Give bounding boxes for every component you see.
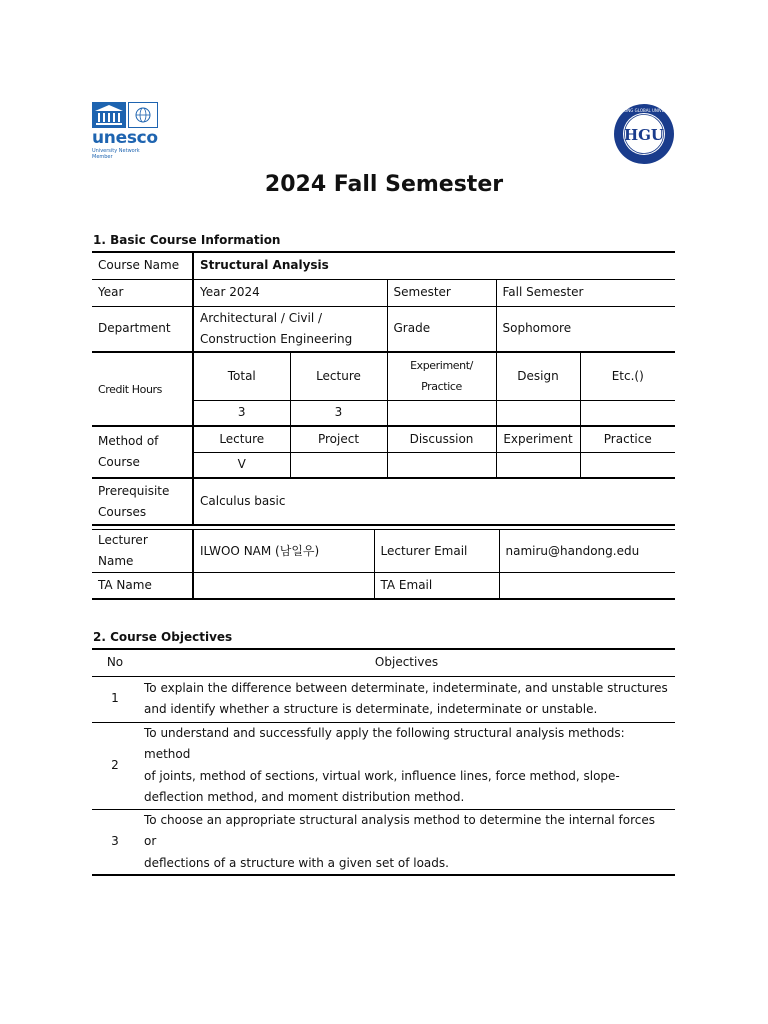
department-label: Department: [92, 306, 193, 352]
method-discussion-header: Discussion: [387, 426, 496, 452]
method-project-value: [290, 452, 387, 478]
method-practice-header: Practice: [580, 426, 675, 452]
objective-line: To choose an appropriate structural analysis method to determine the internal forces or: [144, 812, 656, 848]
col-objectives-header: Objectives: [138, 649, 675, 676]
unesco-subtitle: University Network Member: [92, 148, 140, 160]
course-name-value: Structural Analysis: [193, 252, 675, 279]
method-project-header: Project: [290, 426, 387, 452]
semester-value: Fall Semester: [496, 279, 675, 306]
semester-label: Semester: [387, 279, 496, 306]
objective-no: 1: [92, 676, 138, 722]
method-lecture-value: V: [193, 452, 290, 478]
department-row: [92, 306, 675, 352]
method-label-line1: Method of: [98, 434, 159, 448]
department-line2: Construction Engineering: [200, 331, 353, 346]
objective-line: deflections of a structure with a given set of loads.: [144, 855, 449, 870]
unesco-wordmark: unesco: [92, 128, 158, 148]
credit-design-header: Design: [496, 352, 580, 400]
lecturer-table: [92, 529, 675, 600]
ta-value: [193, 573, 374, 599]
objective-line: of joints, method of sections, virtual work, influence lines, force method, slope-: [144, 768, 620, 783]
method-label-line2: Course: [98, 455, 140, 469]
credit-lecture-value: 3: [290, 400, 387, 426]
lecturer-value: ILWOO NAM (남일우): [193, 530, 374, 573]
objective-line: To explain the difference between determinate, indeterminate, and unstable structures: [144, 680, 668, 695]
objective-line: and identify whether a structure is determinate, indeterminate or unstable.: [144, 702, 598, 716]
objective-row: [92, 676, 675, 722]
course-name-label: Course Name: [92, 252, 193, 279]
credit-header-row: [92, 352, 675, 400]
prereq-label-line1: Prerequisite: [98, 483, 170, 498]
basic-info-table: [92, 251, 675, 526]
lecturer-row: [92, 530, 675, 573]
method-experiment-header: Experiment: [496, 426, 580, 452]
globe-icon: [128, 102, 158, 128]
objective-line: To understand and successfully apply the following structural analysis methods: method: [144, 725, 625, 761]
objective-row: [92, 722, 675, 809]
credit-total-value: 3: [193, 400, 290, 426]
lecturer-label: Lecturer Name: [92, 530, 193, 573]
objective-text: [138, 676, 675, 722]
objectives-header-row: [92, 649, 675, 676]
unesco-temple-icon: [92, 102, 126, 128]
method-experiment-value: [496, 452, 580, 478]
prereq-row: [92, 478, 675, 525]
department-value: [193, 306, 387, 352]
prereq-label-line2: Courses: [98, 504, 147, 519]
ta-email-label: TA Email: [374, 573, 499, 599]
ta-email-value: [499, 573, 675, 599]
method-practice-value: [580, 452, 675, 478]
credit-experiment-line2: Practice: [421, 380, 462, 394]
objective-text: [138, 809, 675, 875]
credit-experiment-value: [387, 400, 496, 426]
department-line1: Architectural / Civil /: [200, 310, 323, 325]
credit-design-value: [496, 400, 580, 426]
col-no-header: No: [92, 649, 138, 676]
svg-text:HANDONG GLOBAL UNIVERSITY: HANDONG GLOBAL UNIVERSITY: [613, 108, 675, 113]
lecturer-email-label: Lecturer Email: [374, 530, 499, 573]
grade-value: Sophomore: [496, 306, 675, 352]
page-title: 2024 Fall Semester: [264, 172, 504, 197]
credit-experiment-line1: Experiment/: [410, 359, 473, 373]
section1-heading: 1. Basic Course Information: [93, 233, 281, 247]
svg-text:HGU: HGU: [623, 126, 665, 144]
credit-etc-value: [580, 400, 675, 426]
year-row: [92, 279, 675, 306]
credit-total-header: Total: [193, 352, 290, 400]
lecturer-email-value: namiru@handong.edu: [499, 530, 675, 573]
method-discussion-value: [387, 452, 496, 478]
year-label: Year: [92, 279, 193, 306]
prereq-label: [92, 478, 193, 525]
method-header-row: [92, 426, 675, 452]
objective-text: [138, 722, 675, 809]
ta-row: [92, 573, 675, 599]
objective-no: 2: [92, 722, 138, 809]
hgu-seal-logo: [613, 103, 675, 165]
method-label: [92, 426, 193, 478]
year-value: Year 2024: [193, 279, 387, 306]
prereq-value: Calculus basic: [193, 478, 675, 525]
section2-heading: 2. Course Objectives: [93, 630, 233, 644]
objective-no: 3: [92, 809, 138, 875]
objective-line: deflection method, and moment distribution method.: [144, 790, 465, 804]
credit-lecture-header: Lecture: [290, 352, 387, 400]
unesco-logo: [92, 102, 168, 162]
grade-label: Grade: [387, 306, 496, 352]
method-lecture-header: Lecture: [193, 426, 290, 452]
objectives-table: [92, 648, 675, 876]
ta-label: TA Name: [92, 573, 193, 599]
credit-hours-label: Credit Hours: [92, 352, 193, 426]
credit-experiment-header: [387, 352, 496, 400]
objective-row: [92, 809, 675, 875]
course-name-row: [92, 252, 675, 279]
credit-etc-header: Etc.(): [580, 352, 675, 400]
